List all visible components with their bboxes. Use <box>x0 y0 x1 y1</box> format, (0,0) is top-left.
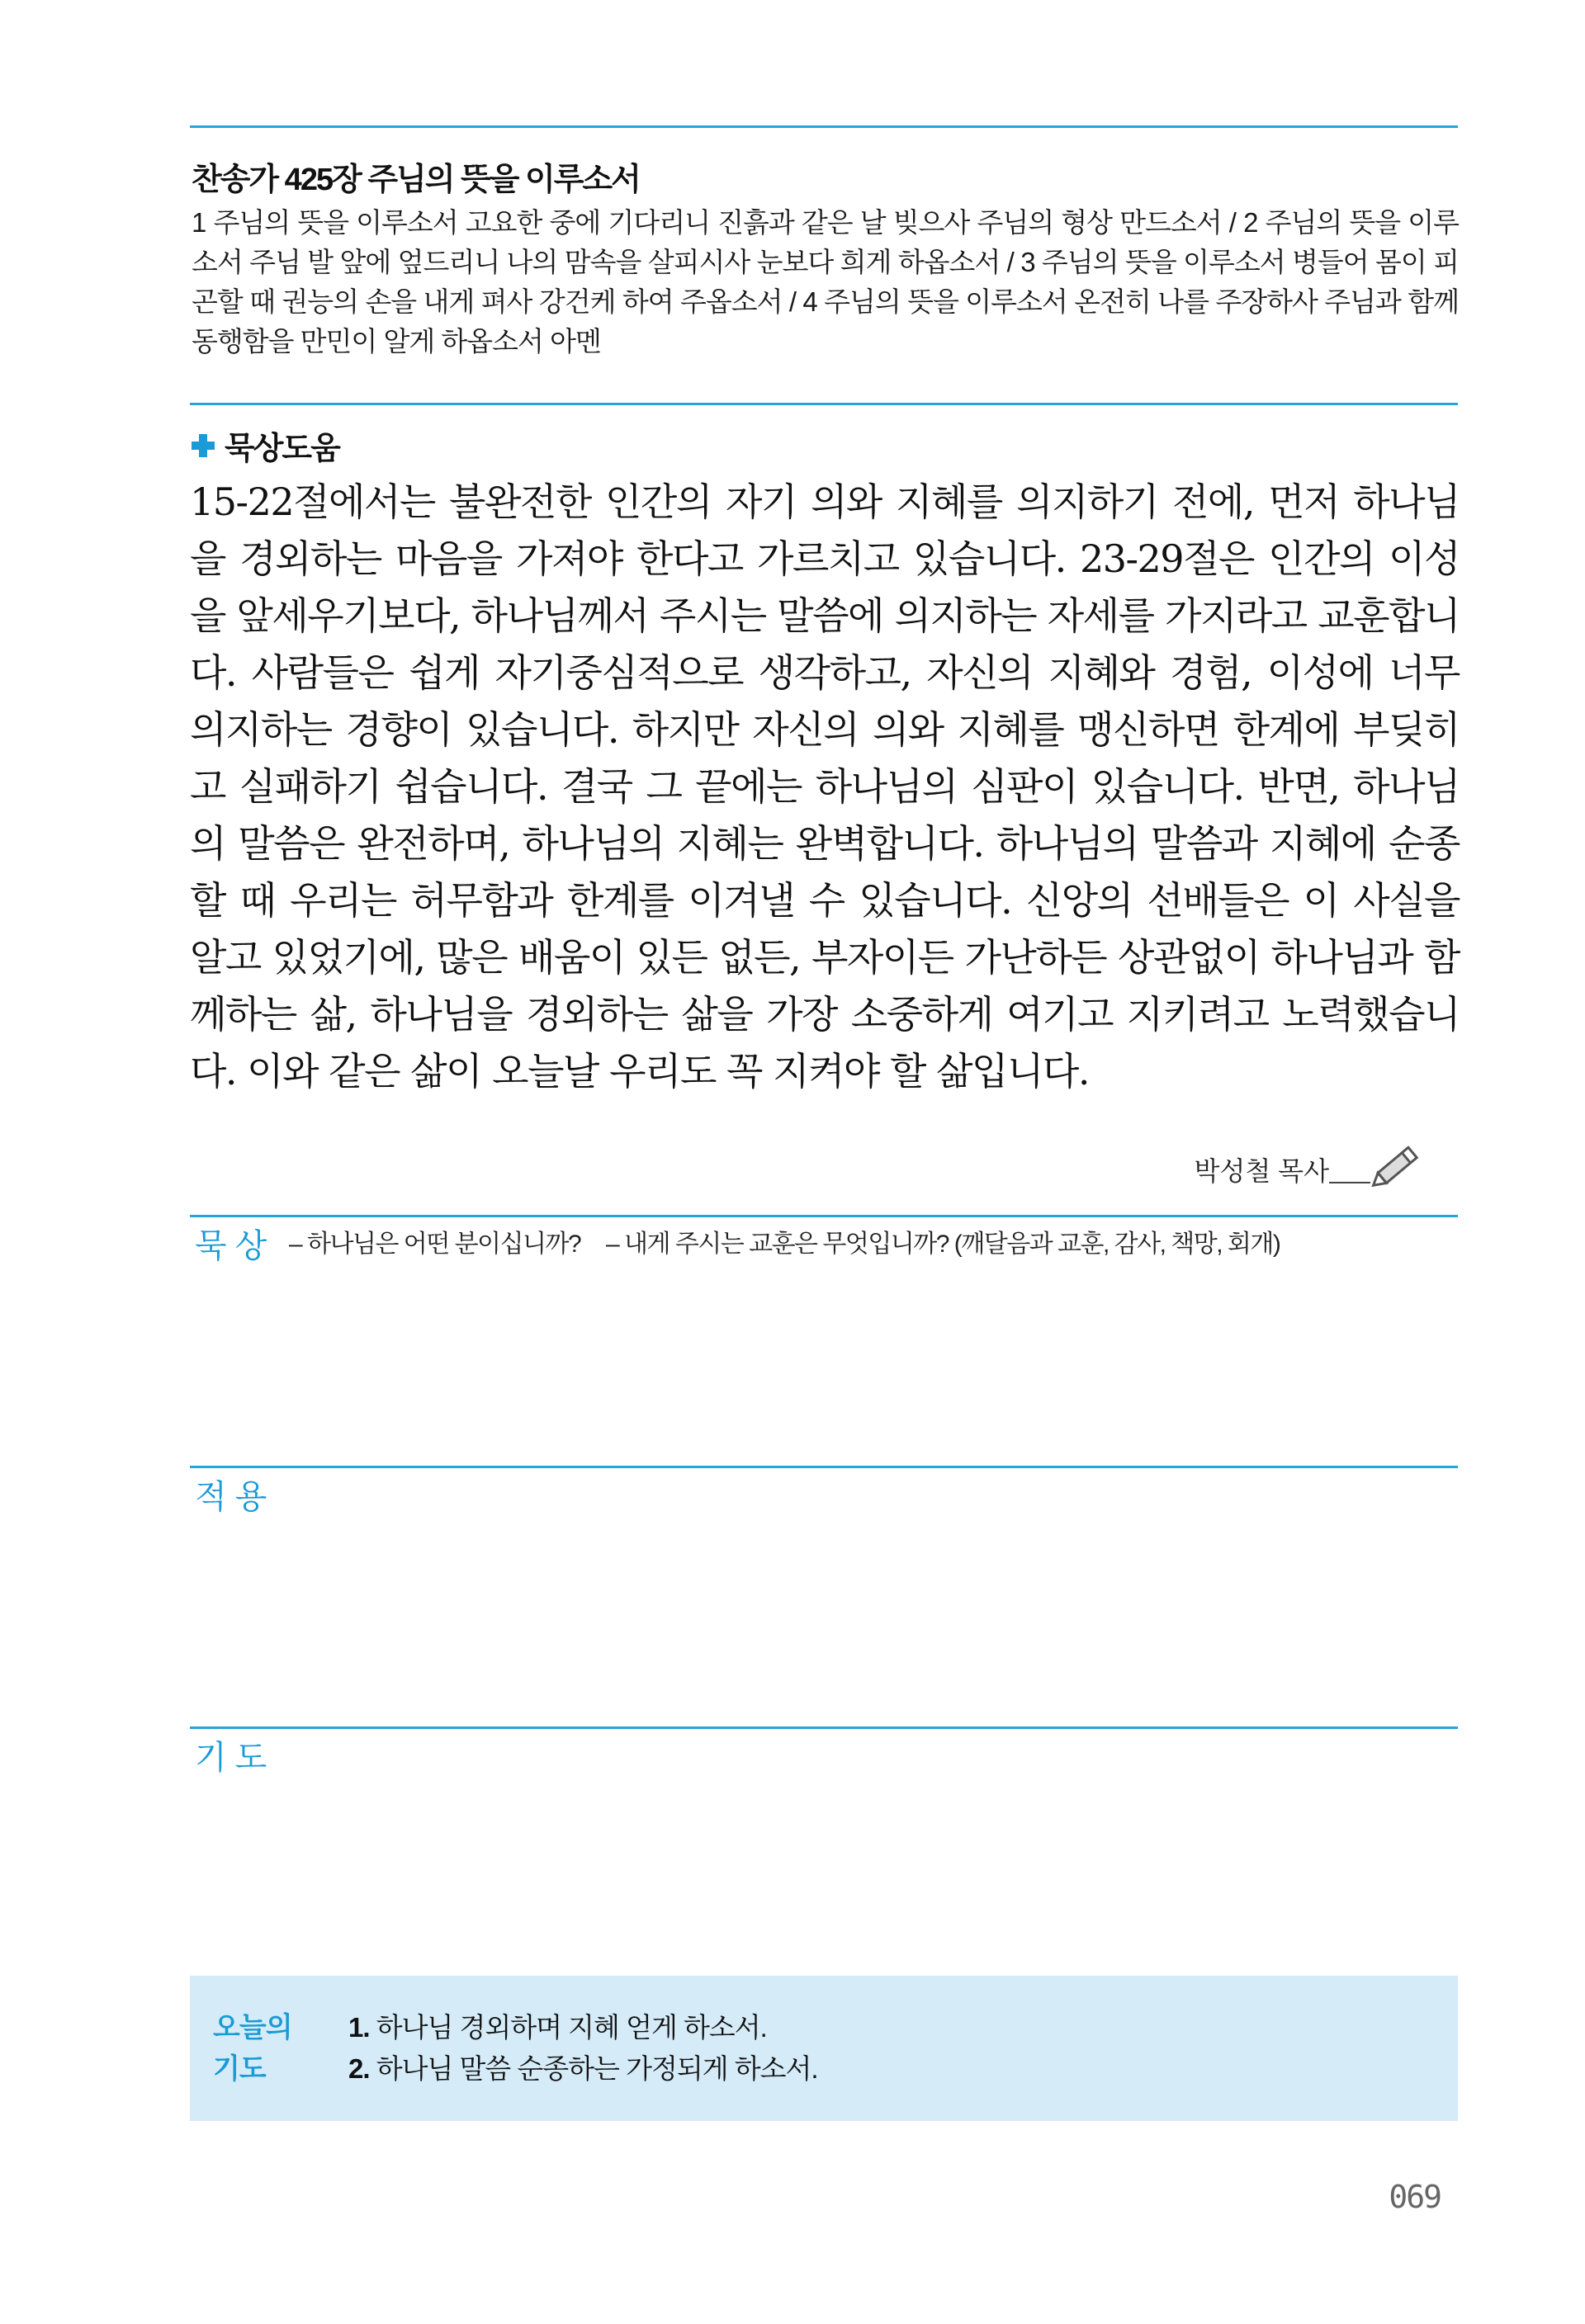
meditation-help-title: 묵상도움 <box>225 432 339 466</box>
prayer-item-text: 하나님 경외하며 지혜 얻게 하소서. <box>369 2012 767 2043</box>
pencil-icon <box>1370 1139 1428 1188</box>
plus-cross-icon <box>192 434 215 457</box>
author-name: 박성철 목사 <box>1194 1156 1329 1186</box>
divider-meditation <box>190 1215 1458 1217</box>
application-label: 적용 <box>195 1478 276 1516</box>
meditation-help-header <box>192 423 339 468</box>
prayer-item-text: 하나님 말씀 순종하는 가정되게 하소서. <box>369 2053 818 2084</box>
prayer-item-number: 1. <box>348 2012 370 2043</box>
hymn-title: 찬송가 425장 주님의 뜻을 이루소서 <box>192 163 640 197</box>
divider-prayer <box>190 1726 1458 1729</box>
todays-prayer-box <box>190 1976 1458 2121</box>
signature-underline <box>1329 1182 1370 1183</box>
prayer-label: 기도 <box>195 1739 276 1777</box>
page-number: 069 <box>1389 2179 1441 2215</box>
prayer-item <box>348 2007 818 2048</box>
prayer-item-number: 2. <box>348 2053 370 2084</box>
todays-prayer-label-line1: 오늘의 <box>213 2012 292 2043</box>
divider-application <box>190 1466 1458 1468</box>
todays-prayer-label <box>213 2007 292 2090</box>
divider-top <box>190 125 1458 128</box>
meditation-question-1: – 하나님은 어떤 분이십니까? <box>289 1230 581 1258</box>
hymn-lyrics: 1 주님의 뜻을 이루소서 고요한 중에 기다리니 진흙과 같은 날 빚으사 주님의 형상 만드소서 / 2 주님의 뜻을 이루소서 주님 발 앞에 엎드리니 나의 맘속을 살피시사 눈보다 희게 하옵소서 / 3 주님의 뜻을 이루소서 병들어 몸이 피곤할 때 권능의 손을 내게 펴사 강건케 하여 주옵소서 / 4 주님의 뜻을 이루소서 온전히 나를 주장하사 주님과 함께 동행함을 만민이 알게 하옵소서 아멘 <box>192 207 1459 357</box>
prayer-writing-area[interactable] <box>190 1779 1458 1961</box>
meditation-writing-area[interactable] <box>190 1271 1458 1461</box>
meditation-help-body: 15-22절에서는 불완전한 인간의 자기 의와 지혜를 의지하기 전에, 먼저 하나님을 경외하는 마음을 가져야 한다고 가르치고 있습니다. 23-29절은 인간의 이성을 앞세우기보다, 하나님께서 주시는 말씀에 의지하는 자세를 가지라고 교훈합니다. 사람들은 쉽게 자기중심적으로 생각하고, 자신의 지혜와 경험, 이성에 너무 의지하는 경향이 있습니다. 하지만 자신의 의와 지혜를 맹신하면 한계에 부딪히고 실패하기 쉽습니다. 결국 그 끝에는 하나님의 심판이 있습니다. 반면, 하나님의 말씀은 완전하며, 하나님의 지혜는 완벽합니다. 하나님의 말씀과 지혜에 순종할 때 우리는 허무함과 한계를 이겨낼 수 있습니다. 신앙의 선배들은 이 사실을 알고 있었기에, 많은 배움이 있든 없든, 부자이든 가난하든 상관없이 하나님과 함께하는 삶, 하나님을 경외하는 삶을 가장 소중하게 여기고 지키려고 노력했습니다. 이와 같은 삶이 오늘날 우리도 꼭 지켜야 할 삶입니다. <box>190 479 1460 1094</box>
meditation-label: 묵상 <box>195 1227 276 1265</box>
todays-prayer-label-line2: 기도 <box>213 2053 266 2085</box>
meditation-question-2: – 내게 주시는 교훈은 무엇입니까? (깨달음과 교훈, 감사, 책망, 회개) <box>606 1230 1280 1258</box>
todays-prayer-items <box>348 2007 818 2090</box>
author-signature <box>1195 1139 1428 1188</box>
prayer-item <box>348 2048 818 2090</box>
divider-hymn-bottom <box>190 403 1458 405</box>
application-writing-area[interactable] <box>190 1519 1458 1717</box>
meditation-questions <box>289 1223 1299 1259</box>
